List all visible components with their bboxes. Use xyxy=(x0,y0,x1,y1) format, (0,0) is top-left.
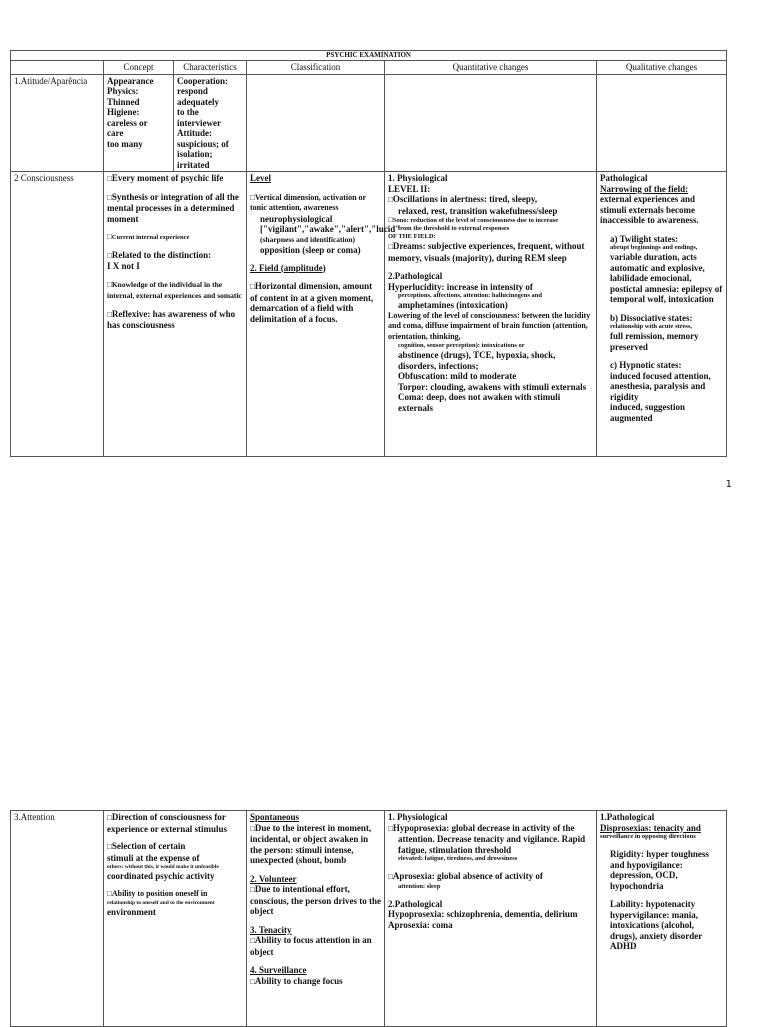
class-text: ["vigilant","awake","alert","lucid" xyxy=(260,224,401,234)
class-text: □ Due to intentional effort, conscious, the person drives to the object xyxy=(250,884,381,917)
concept-text: Knowledge of the individual in the internal, external experiences and somatic xyxy=(107,279,242,300)
qual-text: abrupt beginnings and endings, xyxy=(610,244,698,251)
qualitative-cell xyxy=(597,811,727,1027)
concept-text: environment xyxy=(107,907,156,917)
quant-text: OF THE FIELD: xyxy=(388,233,436,240)
psychic-exam-table-1 xyxy=(10,50,727,457)
concept-line: Physics: xyxy=(107,86,139,96)
quant-text: Aprosexia: coma xyxy=(388,919,453,930)
char-line: respond xyxy=(177,86,208,96)
quant-text: Torpor: clouding, awakens with stimuli externals xyxy=(398,381,587,392)
classification-cell xyxy=(247,172,401,457)
class-text: 4. Surveillance xyxy=(250,965,307,975)
concept-text: □ Related to the distinction: xyxy=(107,250,211,260)
quant-text: LEVEL II: xyxy=(388,183,431,194)
qual-text: anesthesia, paralysis and rigidity xyxy=(610,381,706,402)
concept-cell xyxy=(104,74,174,172)
concept-text: Synthesis or integration of all the mental processes in a determined moment xyxy=(107,191,239,224)
header-qualitative: Qualitative changes xyxy=(597,61,727,75)
concept-item xyxy=(107,231,243,243)
concept-text: Current internal experience xyxy=(111,234,190,241)
table-row xyxy=(11,74,727,172)
table-row xyxy=(11,811,727,1027)
quant-text: 1. Physiological xyxy=(388,173,448,183)
concept-line: Higiene: xyxy=(107,107,140,117)
char-line: suspicious; of xyxy=(177,138,229,149)
concept-text: Every moment of psychic life xyxy=(111,173,224,183)
quant-text: □ Aprosexia: global absence of activity of xyxy=(388,871,593,883)
header-classification: Classification xyxy=(247,61,385,75)
concept-text: Reflexive: has awareness of who has consciousness xyxy=(107,308,236,330)
quant-text: attention: sleep xyxy=(398,882,441,890)
qual-text: Rigidity: hyper toughness and hypovigilance: depression, OCD, hypochondria xyxy=(610,849,709,891)
concept-text: □ Ability to position oneself in xyxy=(107,889,243,900)
concept-item xyxy=(107,192,243,225)
header-quantitative: Quantitative changes xyxy=(385,61,597,75)
qual-text: surveillance in opposing directions xyxy=(600,833,696,840)
class-text: □ Due to the interest in moment, incidental, or object awaken in the person: stimuli intense, unexpected (shout, bomb xyxy=(250,823,381,866)
quantitative-cell xyxy=(385,74,597,172)
char-line: adequately xyxy=(177,96,220,107)
qual-text: Disprosexias: tenacity and xyxy=(600,822,701,833)
title-row xyxy=(11,51,727,61)
quant-text: 2.Pathological xyxy=(388,271,443,281)
qual-text: induced, suggestion augmented xyxy=(610,402,686,423)
concept-item xyxy=(107,889,243,918)
quant-text: □ Oscillations in alertness: tired, sleepy, xyxy=(388,194,593,206)
qualitative-cell xyxy=(597,172,727,457)
classification-cell xyxy=(247,811,385,1027)
concept-text: □ Selection of certain xyxy=(107,841,243,853)
quant-text: □ Sono: reduction of the level of consciousness due to increase xyxy=(388,216,593,225)
qual-text: 1.Pathological xyxy=(600,812,655,822)
concept-line: Appearance xyxy=(107,75,154,86)
qual-text: Lability: hypotenacity hypervigilance: mania, intoxications (alcohol, drugs), anxiety disorder xyxy=(610,899,703,941)
quant-text: □ Hypoprosexia: global decrease in activity of the xyxy=(388,823,593,835)
concept-item xyxy=(107,841,243,882)
qualitative-cell xyxy=(597,74,727,172)
class-text: 2. Volunteer xyxy=(250,873,297,884)
class-text: □ Horizontal dimension, amount of content in at a given moment, demarcation of a field with delimitation of a focus. xyxy=(250,281,381,324)
qual-text: b) Dissociative states: xyxy=(610,312,693,323)
class-text: neurophysiological xyxy=(260,213,333,224)
qual-text: Narrowing of the field: xyxy=(600,183,689,194)
quant-text: Coma: deep, does not awaken with stimuli externals xyxy=(398,392,561,413)
class-level: Level xyxy=(250,173,271,183)
concept-text: coordinated psychic activity xyxy=(107,871,215,881)
char-line: isolation; xyxy=(177,149,213,159)
qual-text: Pathological xyxy=(600,173,648,183)
concept-text: I X not I xyxy=(107,261,140,271)
concept-text: others: without this, it would make it unfeasible xyxy=(107,864,219,870)
char-line: irritated xyxy=(177,159,210,170)
quant-text: amphetamines (intoxication) xyxy=(398,300,508,310)
class-field: 2. Field (amplitude) xyxy=(250,262,326,273)
quant-text: Obfuscation: mild to moderate xyxy=(398,371,517,381)
quant-text: 1. Physiological xyxy=(388,812,448,822)
qual-text: relationship with acute stress, xyxy=(610,323,693,330)
concept-cell xyxy=(104,172,247,457)
quant-text: attention. Decrease tenacity and vigilance. Rapid fatigue, stimulation threshold xyxy=(398,834,586,855)
qual-text: variable duration, acts automatic and explosive, labilidade emocional, postictal amnesia: epilepsy of temporal wolf, intoxication xyxy=(610,252,723,304)
quantitative-cell xyxy=(385,172,597,457)
quant-text: abstinence (drugs), TCE, hypoxia, shock, disorders, infections; xyxy=(398,350,556,371)
class-text: □ Vertical dimension, activation or tonic attention, awareness xyxy=(250,193,381,214)
class-text: opposition (sleep or coma) xyxy=(260,245,361,255)
char-line: to the interviewer xyxy=(177,107,221,128)
header-characteristics: Characteristics xyxy=(174,61,247,75)
class-text: (sharpness and identification) xyxy=(260,234,356,244)
class-text: □ Ability to focus attention in an object xyxy=(250,935,381,957)
class-text: □ Ability to change focus xyxy=(250,976,381,988)
qual-text: ADHD xyxy=(610,941,637,951)
concept-item xyxy=(107,250,243,272)
concept-item xyxy=(107,173,243,185)
concept-line: too many xyxy=(107,138,143,149)
concept-line: Thinned xyxy=(107,96,140,107)
qual-text: induced focused attention, xyxy=(610,370,711,381)
classification-cell xyxy=(247,74,385,172)
qual-text: external experiences and stimuli externals become inaccessible to awareness. xyxy=(600,194,699,225)
page-number: 1 xyxy=(725,479,732,490)
char-line: Cooperation: xyxy=(177,75,228,86)
header-empty xyxy=(11,61,104,75)
characteristics-cell xyxy=(174,74,247,172)
char-line: Attitude: xyxy=(177,128,212,138)
concept-item xyxy=(107,279,243,302)
concept-item xyxy=(107,812,243,834)
concept-line: care xyxy=(107,128,124,138)
qual-text: c) Hypnotic states: xyxy=(610,360,682,370)
quant-text: Hypoprosexia: schizophrenia, dementia, delirium xyxy=(388,909,578,919)
concept-cell xyxy=(104,811,247,1027)
row-label: 3.Attention xyxy=(11,811,104,1027)
concept-text: stimuli at the expense of xyxy=(107,852,200,863)
quant-text: Lowering of the level of consciousness: between the lucidity and coma, diffuse impairment of brain function (attention, orientation, thinking, xyxy=(388,310,591,341)
quant-text: relaxed, rest, transition wakefulness/sleep xyxy=(398,205,558,216)
concept-text: relationship to oneself and to the environment xyxy=(107,900,215,906)
header-row xyxy=(11,61,727,75)
concept-text: Direction of consciousness for experience or external stimulus xyxy=(107,812,228,834)
quant-text: perceptions, affections, attention: hallucinogens and xyxy=(398,292,542,299)
table-row xyxy=(11,172,727,457)
table-title: PSYCHIC EXAMINATION xyxy=(11,51,727,61)
row-label: 1.Atitude/Aparência xyxy=(11,74,104,172)
concept-item xyxy=(107,309,243,331)
qual-text: a) Twilight states: xyxy=(610,233,679,244)
class-text: Spontaneous xyxy=(250,812,300,822)
header-concept: Concept xyxy=(104,61,174,75)
concept-line: careless or xyxy=(107,117,148,128)
quant-text: elevated: fatigue, tiredness, and drowsiness xyxy=(398,855,518,862)
row-label: 2 Consciousness xyxy=(11,172,104,457)
quant-text: Hyperlucidity: increase in intensity of xyxy=(388,281,533,292)
quantitative-cell xyxy=(385,811,597,1027)
quant-text: □ Dreams: subjective experiences, frequent, without memory, visuals (majority), during REM sleep xyxy=(388,241,593,263)
qual-text: full remission, memory preserved xyxy=(610,331,699,352)
class-text: 3. Tenacity xyxy=(250,924,292,935)
quant-text: from the threshold to external responses xyxy=(398,225,510,232)
psychic-exam-table-2 xyxy=(10,810,727,1027)
quant-text: cognition, sensor perception): intoxications or xyxy=(398,342,525,349)
quant-text: 2.Pathological xyxy=(388,898,443,909)
